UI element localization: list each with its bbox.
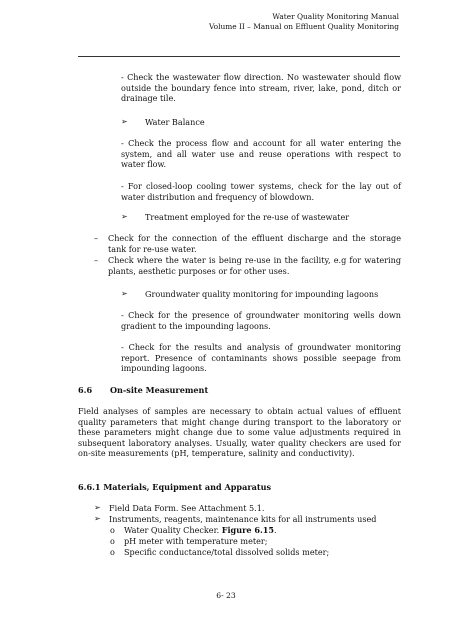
paragraph-closed-loop: - For closed-loop cooling tower systems, check for the lay out of water distribution and frequency of blowdown. <box>121 181 401 202</box>
circle-bullet: o <box>110 547 115 557</box>
circle-bullet: o <box>110 536 115 546</box>
header-title: Water Quality Monitoring Manual <box>272 12 399 21</box>
figure-reference: Figure 6.15 <box>221 525 275 535</box>
page-header <box>209 12 399 32</box>
list-item-text: Instruments, reagents, maintenance kits for all instruments used <box>109 514 377 524</box>
bullet-text: Water Balance <box>145 117 205 127</box>
sub-item-prefix: Water Quality Checker. <box>124 525 222 535</box>
arrow-bullet-icon: ➢ <box>121 289 128 298</box>
sub-item-suffix: . <box>274 525 277 535</box>
section-6-6-body: Field analyses of samples are necessary to obtain actual values of effluent quality parameters that might change during transport to the laboratory or these parameters might change due to some value adjustments required in subsequent laboratory analyses. Usually, water quality checkers are used for on-site measurements (pH, temperature, salinity and conductivity). <box>78 406 401 459</box>
arrow-bullet-icon: ➢ <box>121 117 128 126</box>
header-subtitle: Volume II – Manual on Effluent Quality Monitoring <box>209 22 399 31</box>
bullet-text: Groundwater quality monitoring for impounding lagoons <box>145 289 379 299</box>
arrow-bullet-icon: ➢ <box>121 212 128 221</box>
dash-text: Check where the water is being re-use in the facility, e.g for watering plants, aesthetic purposes or for other uses. <box>108 255 401 276</box>
section-title-6-6-1: 6.6.1 Materials, Equipment and Apparatus <box>78 482 272 492</box>
paragraph-check-results: - Check for the results and analysis of groundwater monitoring report. Presence of contaminants shows possible seepage from impounding lagoons. <box>121 342 401 374</box>
arrow-bullet-icon: ➢ <box>94 503 101 512</box>
dash-item-connection <box>94 233 401 254</box>
arrow-bullet-icon: ➢ <box>94 514 101 523</box>
section-title-6-6: On-site Measurement <box>110 385 209 395</box>
header-rule <box>78 56 400 57</box>
circle-bullet: o <box>110 525 115 535</box>
section-number-6-6: 6.6 <box>78 385 93 395</box>
dash-marker: – <box>94 233 99 243</box>
paragraph-check-flow: - Check the wastewater flow direction. No wastewater should flow outside the boundary fence into stream, river, lake, pond, ditch or drainage tile. <box>121 72 401 104</box>
page-number: 6- 23 <box>216 591 236 600</box>
sub-item-text: pH meter with temperature meter; <box>124 536 268 546</box>
dash-item-reuse-where <box>94 255 401 276</box>
dash-text: Check for the connection of the effluent discharge and the storage tank for re-use water. <box>108 233 401 254</box>
list-item-text: Field Data Form. See Attachment 5.1. <box>109 503 265 513</box>
sub-item-text <box>124 525 277 536</box>
paragraph-check-process: - Check the process flow and account for all water entering the system, and all water use and reuse operations with respect to water flow. <box>121 138 401 170</box>
bullet-text: Treatment employed for the re-use of wastewater <box>145 212 350 222</box>
paragraph-check-presence: - Check for the presence of groundwater monitoring wells down gradient to the impounding lagoons. <box>121 310 401 331</box>
dash-marker: – <box>94 255 99 265</box>
sub-item-text: Specific conductance/total dissolved solids meter; <box>124 547 330 557</box>
